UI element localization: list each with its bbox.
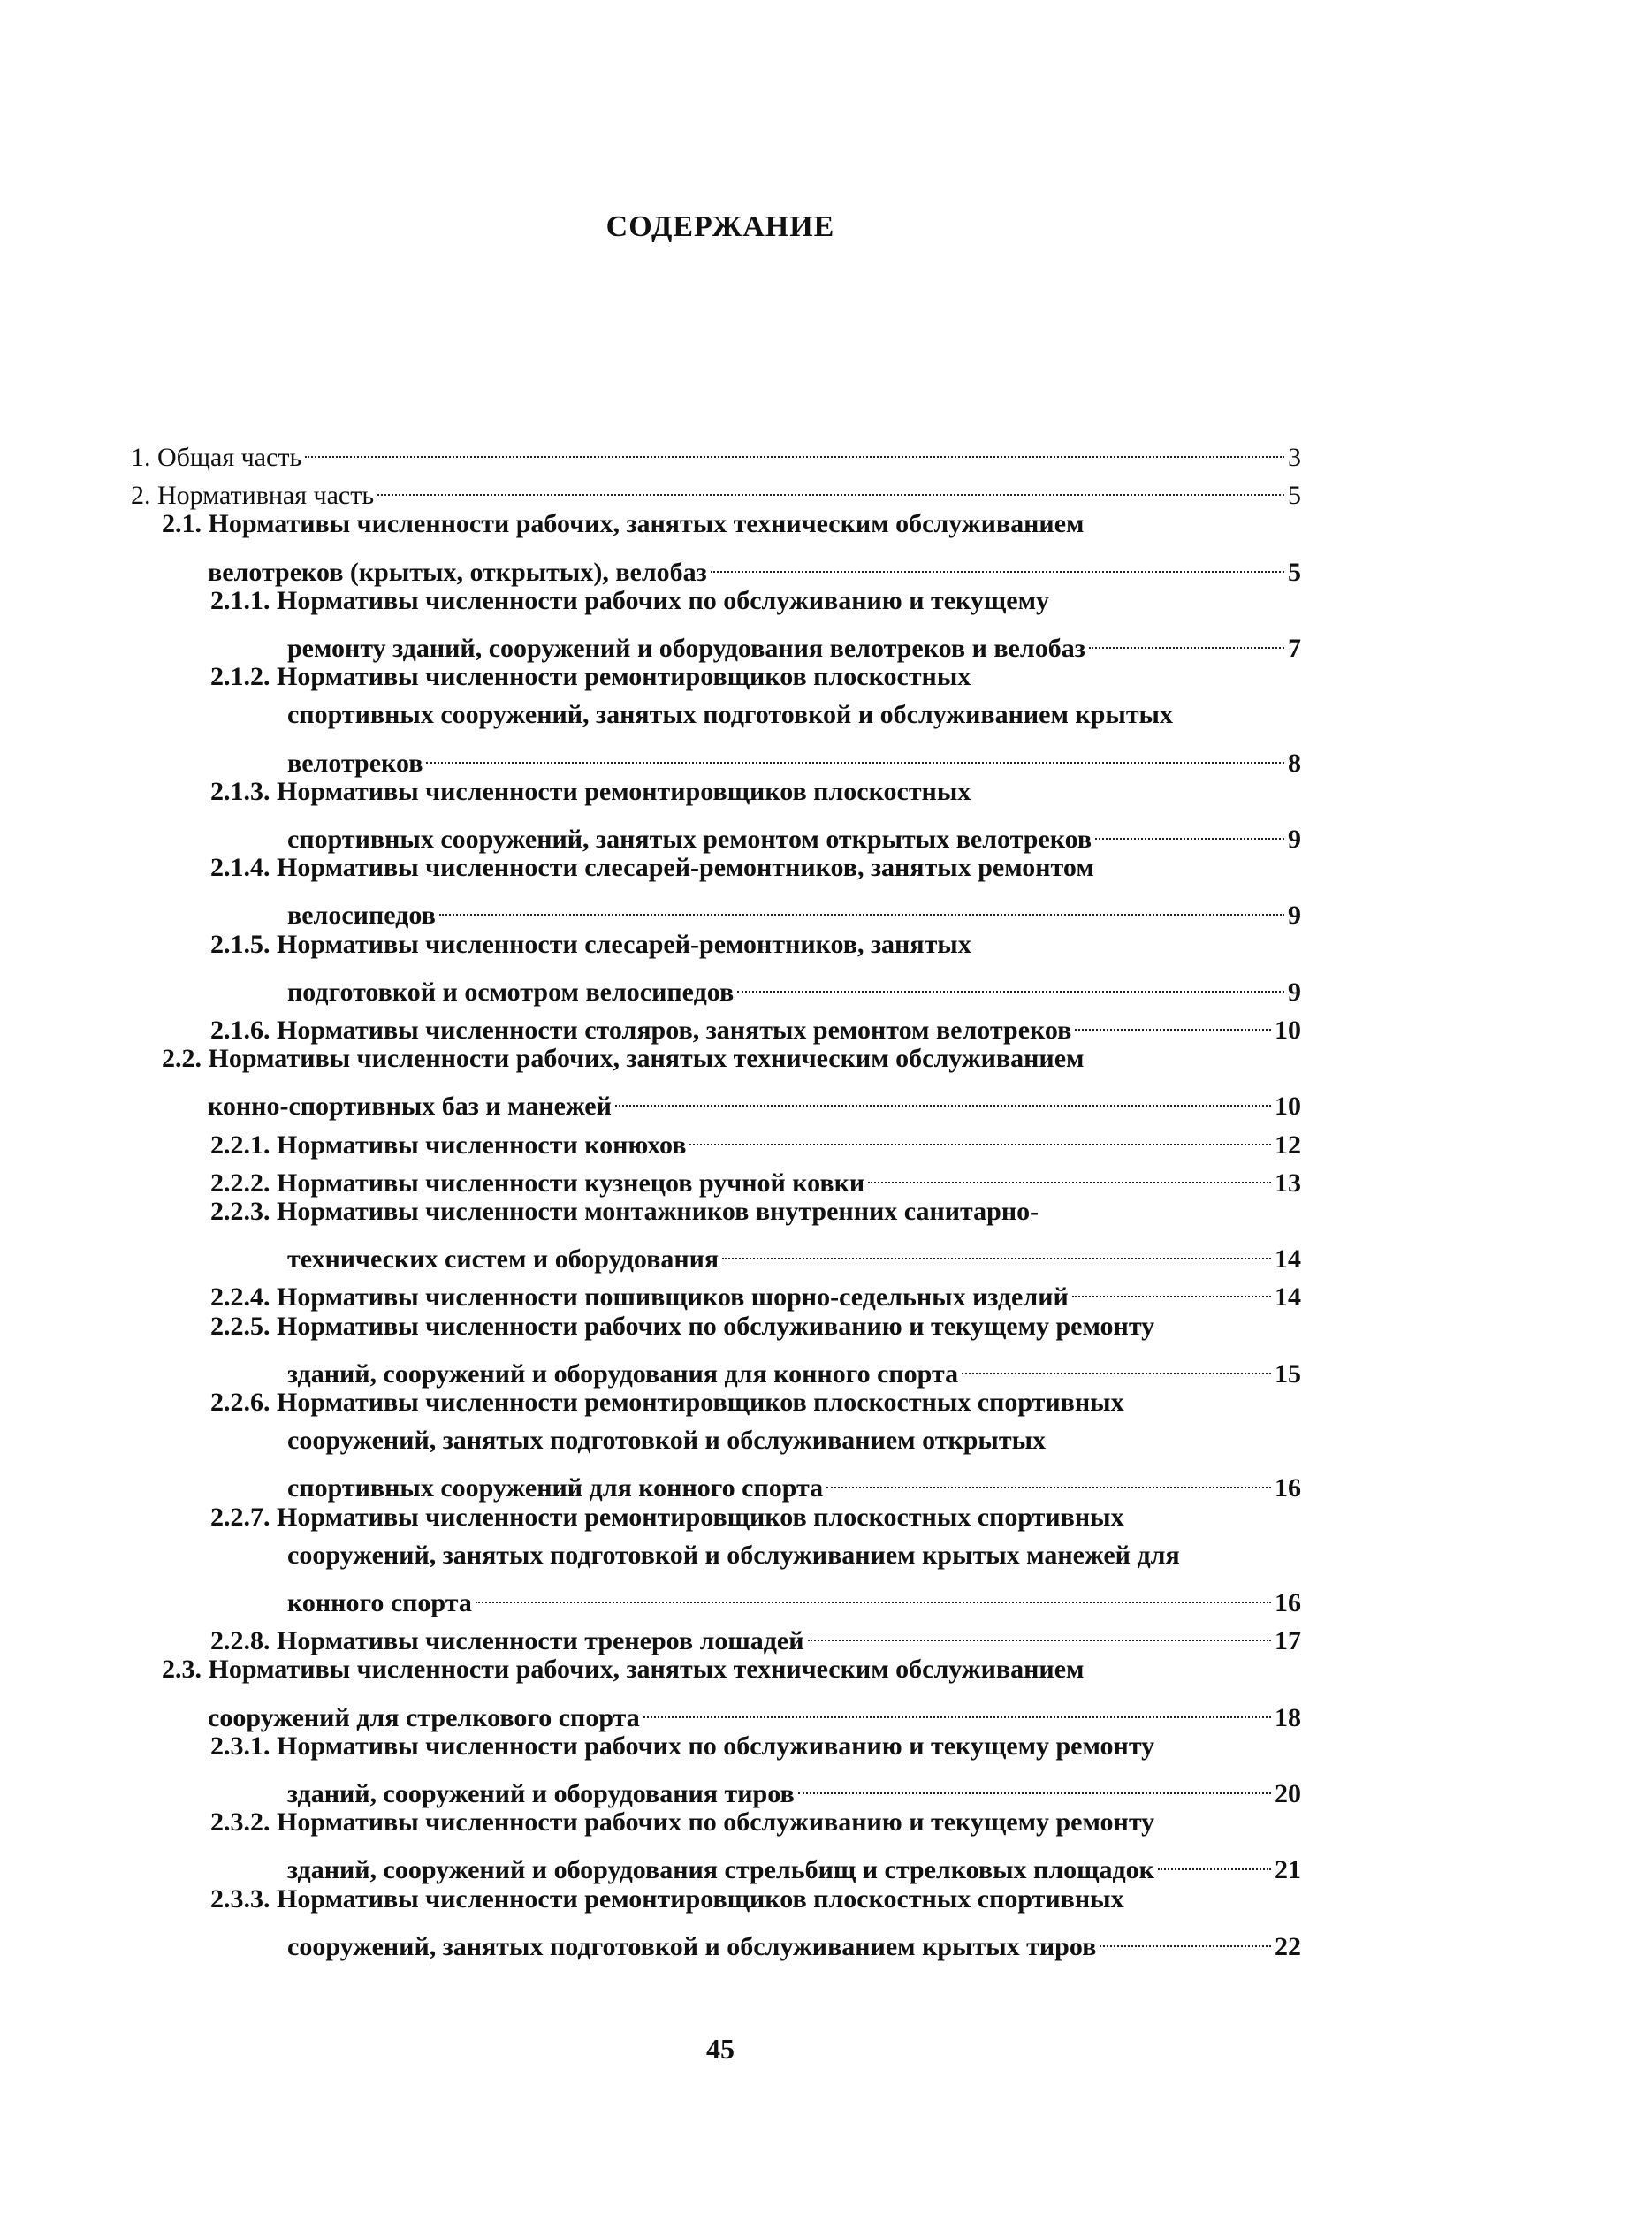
toc-entry-page: 8 bbox=[1288, 748, 1301, 778]
toc-entry-line-with-page bbox=[208, 1079, 1301, 1122]
dot-leader bbox=[305, 430, 1284, 466]
toc-entry-line bbox=[210, 583, 1049, 619]
toc-entry-line-with-page bbox=[287, 1920, 1301, 1961]
toc-entry-line bbox=[210, 1805, 1154, 1840]
toc-entry-line-with-page bbox=[210, 1270, 1301, 1313]
toc-entry-text: 2.3.3. Нормативы численности ремонтировщиков плоскостных спортивных bbox=[210, 1883, 1124, 1914]
toc-entry-text: 2.1. Нормативы численности рабочих, занятых техническим обслуживанием bbox=[162, 509, 1085, 539]
dot-leader bbox=[1095, 812, 1284, 848]
toc-entry-text: спортивных сооружений, занятых подготовкой и обслуживанием крытых bbox=[287, 700, 1173, 730]
toc-entry-line bbox=[210, 1882, 1124, 1917]
toc-entry-line bbox=[210, 659, 971, 695]
dot-leader bbox=[1089, 621, 1284, 657]
toc-entry-page: 13 bbox=[1275, 1168, 1301, 1198]
toc-entry-line-with-page bbox=[208, 545, 1301, 587]
toc-entry-line-with-page bbox=[287, 1232, 1301, 1275]
toc-entry-text: 2.1.6. Нормативы численности столяров, занятых ремонтом велотреков bbox=[210, 1016, 1072, 1045]
toc-entry-line bbox=[210, 1500, 1124, 1535]
toc-entry-page: 22 bbox=[1275, 1931, 1301, 1961]
toc-entry-text: ремонту зданий, сооружений и оборудования велотреков и велобаз bbox=[287, 634, 1085, 663]
toc-entry-page: 14 bbox=[1275, 1282, 1301, 1313]
toc-entry-line-with-page bbox=[208, 1691, 1301, 1732]
toc-entry-line-with-page bbox=[287, 1347, 1301, 1389]
toc-entry-text: зданий, сооружений и оборудования для конного спорта bbox=[287, 1358, 959, 1389]
dot-leader bbox=[476, 1576, 1271, 1611]
toc-entry-line bbox=[162, 506, 1084, 542]
toc-entry-page: 16 bbox=[1275, 1588, 1301, 1617]
dot-leader bbox=[439, 888, 1284, 924]
toc-entry-text: 2.2.5. Нормативы численности рабочих по обслуживанию и текущему ремонту bbox=[210, 1311, 1155, 1341]
page-title: СОДЕРЖАНИЕ bbox=[605, 210, 835, 243]
dot-leader bbox=[808, 1614, 1271, 1649]
toc-entry-text: технических систем и оборудования bbox=[287, 1244, 719, 1275]
dot-leader bbox=[643, 1691, 1271, 1726]
dot-leader bbox=[798, 1767, 1271, 1802]
toc-entry-text: конно-спортивных баз и манежей bbox=[208, 1092, 612, 1122]
toc-entry-line bbox=[210, 850, 1094, 886]
toc-entry-page: 14 bbox=[1275, 1244, 1301, 1275]
page-number: 45 bbox=[706, 2033, 735, 2065]
toc-entry-page: 5 bbox=[1288, 481, 1301, 511]
toc-entry-text: 2.1.3. Нормативы численности ремонтировщиков плоскостных bbox=[210, 776, 971, 806]
toc-entry-line-with-page bbox=[287, 621, 1301, 663]
dot-leader bbox=[615, 1079, 1271, 1115]
toc-entry-page: 10 bbox=[1275, 1016, 1301, 1045]
toc-entry-text: 1. Общая часть bbox=[131, 443, 302, 472]
toc-entry-text: 2. Нормативная часть bbox=[131, 481, 375, 511]
dot-leader bbox=[377, 468, 1284, 504]
toc-entry-text: подготовкой и осмотром велосипедов bbox=[287, 977, 735, 1007]
dot-leader bbox=[826, 1461, 1271, 1496]
toc-entry-line bbox=[210, 927, 971, 963]
toc-entry-line-with-page bbox=[287, 965, 1301, 1007]
toc-entry-text: 2.3.1. Нормативы численности рабочих по обслуживанию и текущему ремонту bbox=[210, 1731, 1155, 1761]
dot-leader bbox=[868, 1156, 1271, 1191]
toc-entry-text: 2.1.1. Нормативы численности рабочих по обслуживанию и текущему bbox=[210, 585, 1049, 615]
toc-entry-text: 2.1.4. Нормативы численности слесарей-ремонтников, занятых ремонтом bbox=[210, 853, 1094, 883]
toc-entry-line-with-page bbox=[131, 430, 1301, 472]
dot-leader bbox=[1072, 1270, 1271, 1305]
toc-entry-text: сооружений, занятых подготовкой и обслуживанием крытых тиров bbox=[287, 1931, 1097, 1961]
toc-entry-line-with-page bbox=[287, 888, 1301, 931]
toc-entry-text: 2.2.7. Нормативы численности ремонтировщиков плоскостных спортивных bbox=[210, 1502, 1124, 1532]
toc-entry-text: спортивных сооружений, занятых ремонтом открытых велотреков bbox=[287, 825, 1092, 854]
toc-entry-line bbox=[210, 1385, 1124, 1420]
toc-entry-text: 2.2.1. Нормативы численности конюхов bbox=[210, 1130, 687, 1160]
toc-entry-line bbox=[287, 697, 1173, 733]
dot-leader bbox=[426, 736, 1284, 772]
toc-entry-line bbox=[210, 1729, 1154, 1764]
dot-leader bbox=[689, 1118, 1271, 1153]
toc-entry-page: 21 bbox=[1275, 1855, 1301, 1885]
toc-entry-page: 18 bbox=[1275, 1702, 1301, 1732]
toc-entry-page: 17 bbox=[1275, 1626, 1301, 1656]
toc-entry-text: сооружений для стрелкового спорта bbox=[208, 1702, 640, 1732]
toc-entry-page: 7 bbox=[1288, 634, 1301, 663]
toc-entry-line-with-page bbox=[287, 812, 1301, 854]
toc-entry-text: сооружений, занятых подготовкой и обслуживанием крытых манежей для bbox=[287, 1540, 1180, 1570]
toc-entry-text: 2.3.2. Нормативы численности рабочих по обслуживанию и текущему ремонту bbox=[210, 1807, 1155, 1838]
toc-entry-text: велосипедов bbox=[287, 901, 436, 931]
toc-entry-line bbox=[287, 1538, 1180, 1573]
toc-entry-text: 2.2.2. Нормативы численности кузнецов ручной ковки bbox=[210, 1168, 865, 1198]
toc-entry-text: 2.3. Нормативы численности рабочих, занятых техническим обслуживанием bbox=[162, 1655, 1085, 1685]
toc-entry-text: 2.2. Нормативы численности рабочих, занятых техническим обслуживанием bbox=[162, 1044, 1085, 1074]
toc-entry-page: 12 bbox=[1275, 1130, 1301, 1160]
toc-entry-line-with-page bbox=[287, 1461, 1301, 1503]
toc-entry-page: 9 bbox=[1288, 977, 1301, 1007]
toc-entry-page: 16 bbox=[1275, 1473, 1301, 1503]
toc-entry-text: велотреков bbox=[287, 748, 423, 778]
dot-leader bbox=[962, 1347, 1271, 1382]
toc-entry-text: 2.2.4. Нормативы численности пошивщиков шорно-седельных изделий bbox=[210, 1282, 1069, 1313]
dot-leader bbox=[737, 965, 1284, 1001]
toc-entry-page: 9 bbox=[1288, 825, 1301, 854]
toc-entry-line bbox=[210, 1309, 1154, 1344]
toc-entry-line bbox=[287, 1423, 1046, 1458]
toc-entry-text: 2.2.3. Нормативы численности монтажников внутренних санитарно- bbox=[210, 1197, 1039, 1226]
toc-entry-line bbox=[162, 1041, 1084, 1077]
toc-entry-line-with-page bbox=[210, 1614, 1301, 1656]
toc-entry-text: 2.1.5. Нормативы численности слесарей-ремонтников, занятых bbox=[210, 929, 971, 959]
toc-entry-text: велотреков (крытых, открытых), велобаз bbox=[208, 557, 707, 587]
toc-entry-line-with-page bbox=[131, 468, 1301, 511]
toc-entry-line-with-page bbox=[287, 1767, 1301, 1808]
toc-entry-page: 3 bbox=[1288, 443, 1301, 472]
toc-entry-text: спортивных сооружений для конного спорта bbox=[287, 1473, 824, 1503]
toc-entry-line-with-page bbox=[210, 1118, 1301, 1160]
dot-leader bbox=[1075, 1003, 1271, 1039]
dot-leader bbox=[1100, 1920, 1271, 1955]
toc-entry-text: зданий, сооружений и оборудования стрельбищ и стрелковых площадок bbox=[287, 1855, 1154, 1885]
toc-entry-page: 5 bbox=[1288, 557, 1301, 587]
dot-leader bbox=[722, 1232, 1271, 1267]
toc-entry-line-with-page bbox=[287, 1843, 1301, 1885]
toc-entry-text: зданий, сооружений и оборудования тиров bbox=[287, 1779, 795, 1808]
toc-entry-text: 2.2.6. Нормативы численности ремонтировщиков плоскостных спортивных bbox=[210, 1388, 1124, 1417]
toc-entry-page: 10 bbox=[1275, 1092, 1301, 1122]
toc-entry-text: сооружений, занятых подготовкой и обслуживанием открытых bbox=[287, 1426, 1047, 1456]
toc-entry-line bbox=[210, 1194, 1039, 1229]
dot-leader bbox=[711, 545, 1284, 581]
toc-entry-text: 2.1.2. Нормативы численности ремонтировщиков плоскостных bbox=[210, 662, 971, 692]
toc-entry-line-with-page bbox=[287, 736, 1301, 778]
toc-entry-text: конного спорта bbox=[287, 1588, 472, 1617]
toc-entry-line-with-page bbox=[287, 1576, 1301, 1617]
toc-entry-text: 2.2.8. Нормативы численности тренеров лошадей bbox=[210, 1626, 804, 1656]
toc-entry-line bbox=[162, 1652, 1084, 1687]
toc-entry-page: 15 bbox=[1275, 1358, 1301, 1389]
toc-entry-page: 9 bbox=[1288, 901, 1301, 931]
toc-entry-page: 20 bbox=[1275, 1779, 1301, 1808]
dot-leader bbox=[1158, 1843, 1271, 1878]
toc-entry-line-with-page bbox=[210, 1003, 1301, 1045]
toc-entry-line bbox=[210, 774, 971, 810]
toc-entry-line-with-page bbox=[210, 1156, 1301, 1198]
